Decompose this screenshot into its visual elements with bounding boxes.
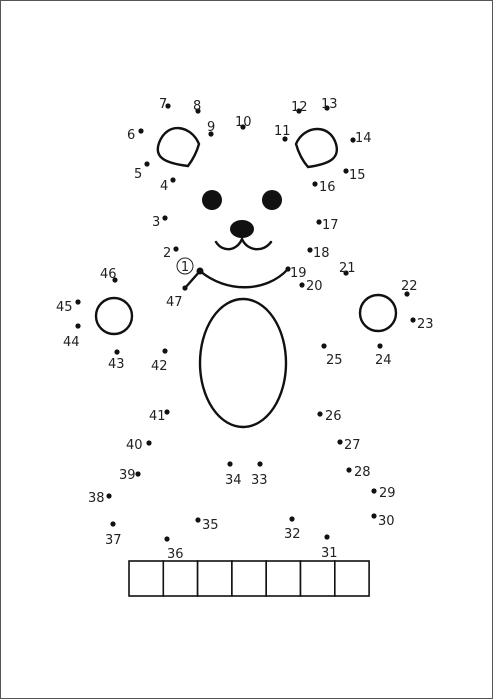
dot-number: 16 [319,180,336,195]
dot-point [291,100,308,115]
dot-point [160,177,176,194]
dot-number: 14 [355,131,372,146]
dot-number: 15 [349,168,366,183]
dot-marker [337,439,342,444]
dot-marker [324,534,329,539]
dot-point [100,267,118,283]
belly [200,299,286,427]
dot-point [346,465,370,480]
dot-point [371,513,394,529]
dot-marker [138,128,143,133]
dot-number: 5 [134,167,143,182]
dot-number: 32 [284,527,301,542]
dot-marker [377,343,382,348]
chin-line [200,269,288,287]
dot-number: 37 [105,533,122,548]
dot-point [151,348,168,374]
dot-point [225,461,242,488]
dot-number: 8 [193,99,202,114]
dot-point [343,168,365,183]
dot-marker [307,247,312,252]
dot-marker [135,471,140,476]
dot-marker [346,467,351,472]
dot-number: 4 [160,179,169,194]
left-eye [202,190,222,210]
answer-box[interactable] [335,561,369,596]
dot-number: 38 [88,491,105,506]
dot-marker [195,517,200,522]
dot-point [127,128,144,143]
dot-number: 25 [326,353,343,368]
dot-marker [146,440,151,445]
dot-point [152,215,168,230]
nose [230,220,254,238]
dot-number: 17 [322,218,339,233]
dot-point [159,97,171,112]
dot-point [375,343,392,368]
mouth [216,239,271,249]
right-paw [360,295,396,331]
dot-marker [257,461,262,466]
dot-marker [316,219,321,224]
dot-number: 27 [344,438,361,453]
dot-number: 35 [202,518,219,533]
dot-point [251,461,268,488]
dot-point [321,534,338,561]
dot-point [63,323,81,350]
dot-number: 10 [235,115,252,130]
dot-point [56,299,81,315]
dot-point [195,517,218,533]
answer-box[interactable] [198,561,232,596]
left-ear-outline [158,128,199,166]
dot-marker [144,161,149,166]
dot-number: 1 [180,260,190,275]
dot-number: 24 [375,353,392,368]
dot-number: 23 [417,317,434,332]
bear-drawing [1,1,493,700]
dot-number: 19 [290,266,307,281]
dot-point [119,468,141,483]
dot-number: 12 [291,100,308,115]
dot-point [285,266,306,281]
dot-number: 26 [325,409,342,424]
dot-point [88,491,112,506]
dot-number: 20 [306,279,323,294]
dot-number: 9 [207,120,216,135]
dot-marker [227,461,232,466]
dot-number: 33 [251,473,268,488]
dot-point [166,285,188,310]
dot-number: 7 [159,97,168,112]
dot-point [321,343,342,368]
dot-number: 41 [149,409,166,424]
dot-marker [410,317,415,322]
dot-marker [164,536,169,541]
answer-box[interactable] [266,561,300,596]
dot-number: 42 [151,359,168,374]
dot-marker [162,348,167,353]
dot-marker [114,349,119,354]
dot-point [317,409,341,424]
dot-marker [170,177,175,182]
dot-number: 22 [401,279,418,294]
dot-point [274,124,291,142]
dot-point [105,521,122,548]
dot-number: 36 [167,547,184,562]
dot-point [299,279,322,294]
dot-point [321,97,338,112]
dot-number: 34 [225,473,242,488]
dot-point [284,516,301,542]
answer-box[interactable] [129,561,163,596]
answer-box[interactable] [301,561,335,596]
dot-marker [321,343,326,348]
answer-box[interactable] [163,561,197,596]
dot-marker [317,411,322,416]
dot-point [312,180,335,195]
dot-number: 44 [63,335,80,350]
dot-marker [371,488,376,493]
dot-marker [106,493,111,498]
dot-point [164,536,183,562]
dot-marker [182,285,187,290]
dot-point [235,115,252,130]
dot-marker [371,513,376,518]
dot-number: 6 [127,128,136,143]
dot-point [126,438,152,453]
dot-number: 3 [152,215,161,230]
dot-point [410,317,433,332]
dot-point [177,258,204,275]
dot-marker [343,168,348,173]
dot-number: 13 [321,97,338,112]
dot-marker [173,246,178,251]
dot-marker [162,215,167,220]
dot-marker [75,323,80,328]
dot-number: 2 [163,246,172,261]
left-paw [96,298,132,334]
dot-number: 39 [119,468,136,483]
dot-point [350,131,371,146]
dot-number: 21 [339,261,356,276]
dot-number: 31 [321,546,338,561]
dot-number: 28 [354,465,371,480]
dot-number: 29 [379,486,396,501]
answer-boxes [129,561,369,596]
dot-point [316,218,338,233]
dot-number: 47 [166,295,183,310]
dot-point [163,246,179,261]
dot-number: 40 [126,438,143,453]
dot-point [307,246,329,261]
dot-marker [312,181,317,186]
dot-marker [289,516,294,521]
dot-number: 46 [100,267,117,282]
dot-marker [110,521,115,526]
dot-number: 11 [274,124,291,139]
dot-point [401,279,418,297]
dot-marker [197,268,204,275]
dot-number: 45 [56,300,73,315]
answer-box[interactable] [232,561,266,596]
dot-number: 43 [108,357,125,372]
dot-number: 18 [313,246,330,261]
dot-marker [299,282,304,287]
dot-point [371,486,395,501]
dot-point [207,120,215,137]
dot-point [339,261,356,276]
dot-marker [75,299,80,304]
dot-point [108,349,125,372]
dot-point [193,99,201,114]
right-eye [262,190,282,210]
dot-number: 30 [378,514,395,529]
right-ear-outline [296,129,337,167]
dot-point [337,438,360,453]
dot-point [134,161,150,182]
dot-point [149,409,170,424]
dot-points [56,97,434,562]
